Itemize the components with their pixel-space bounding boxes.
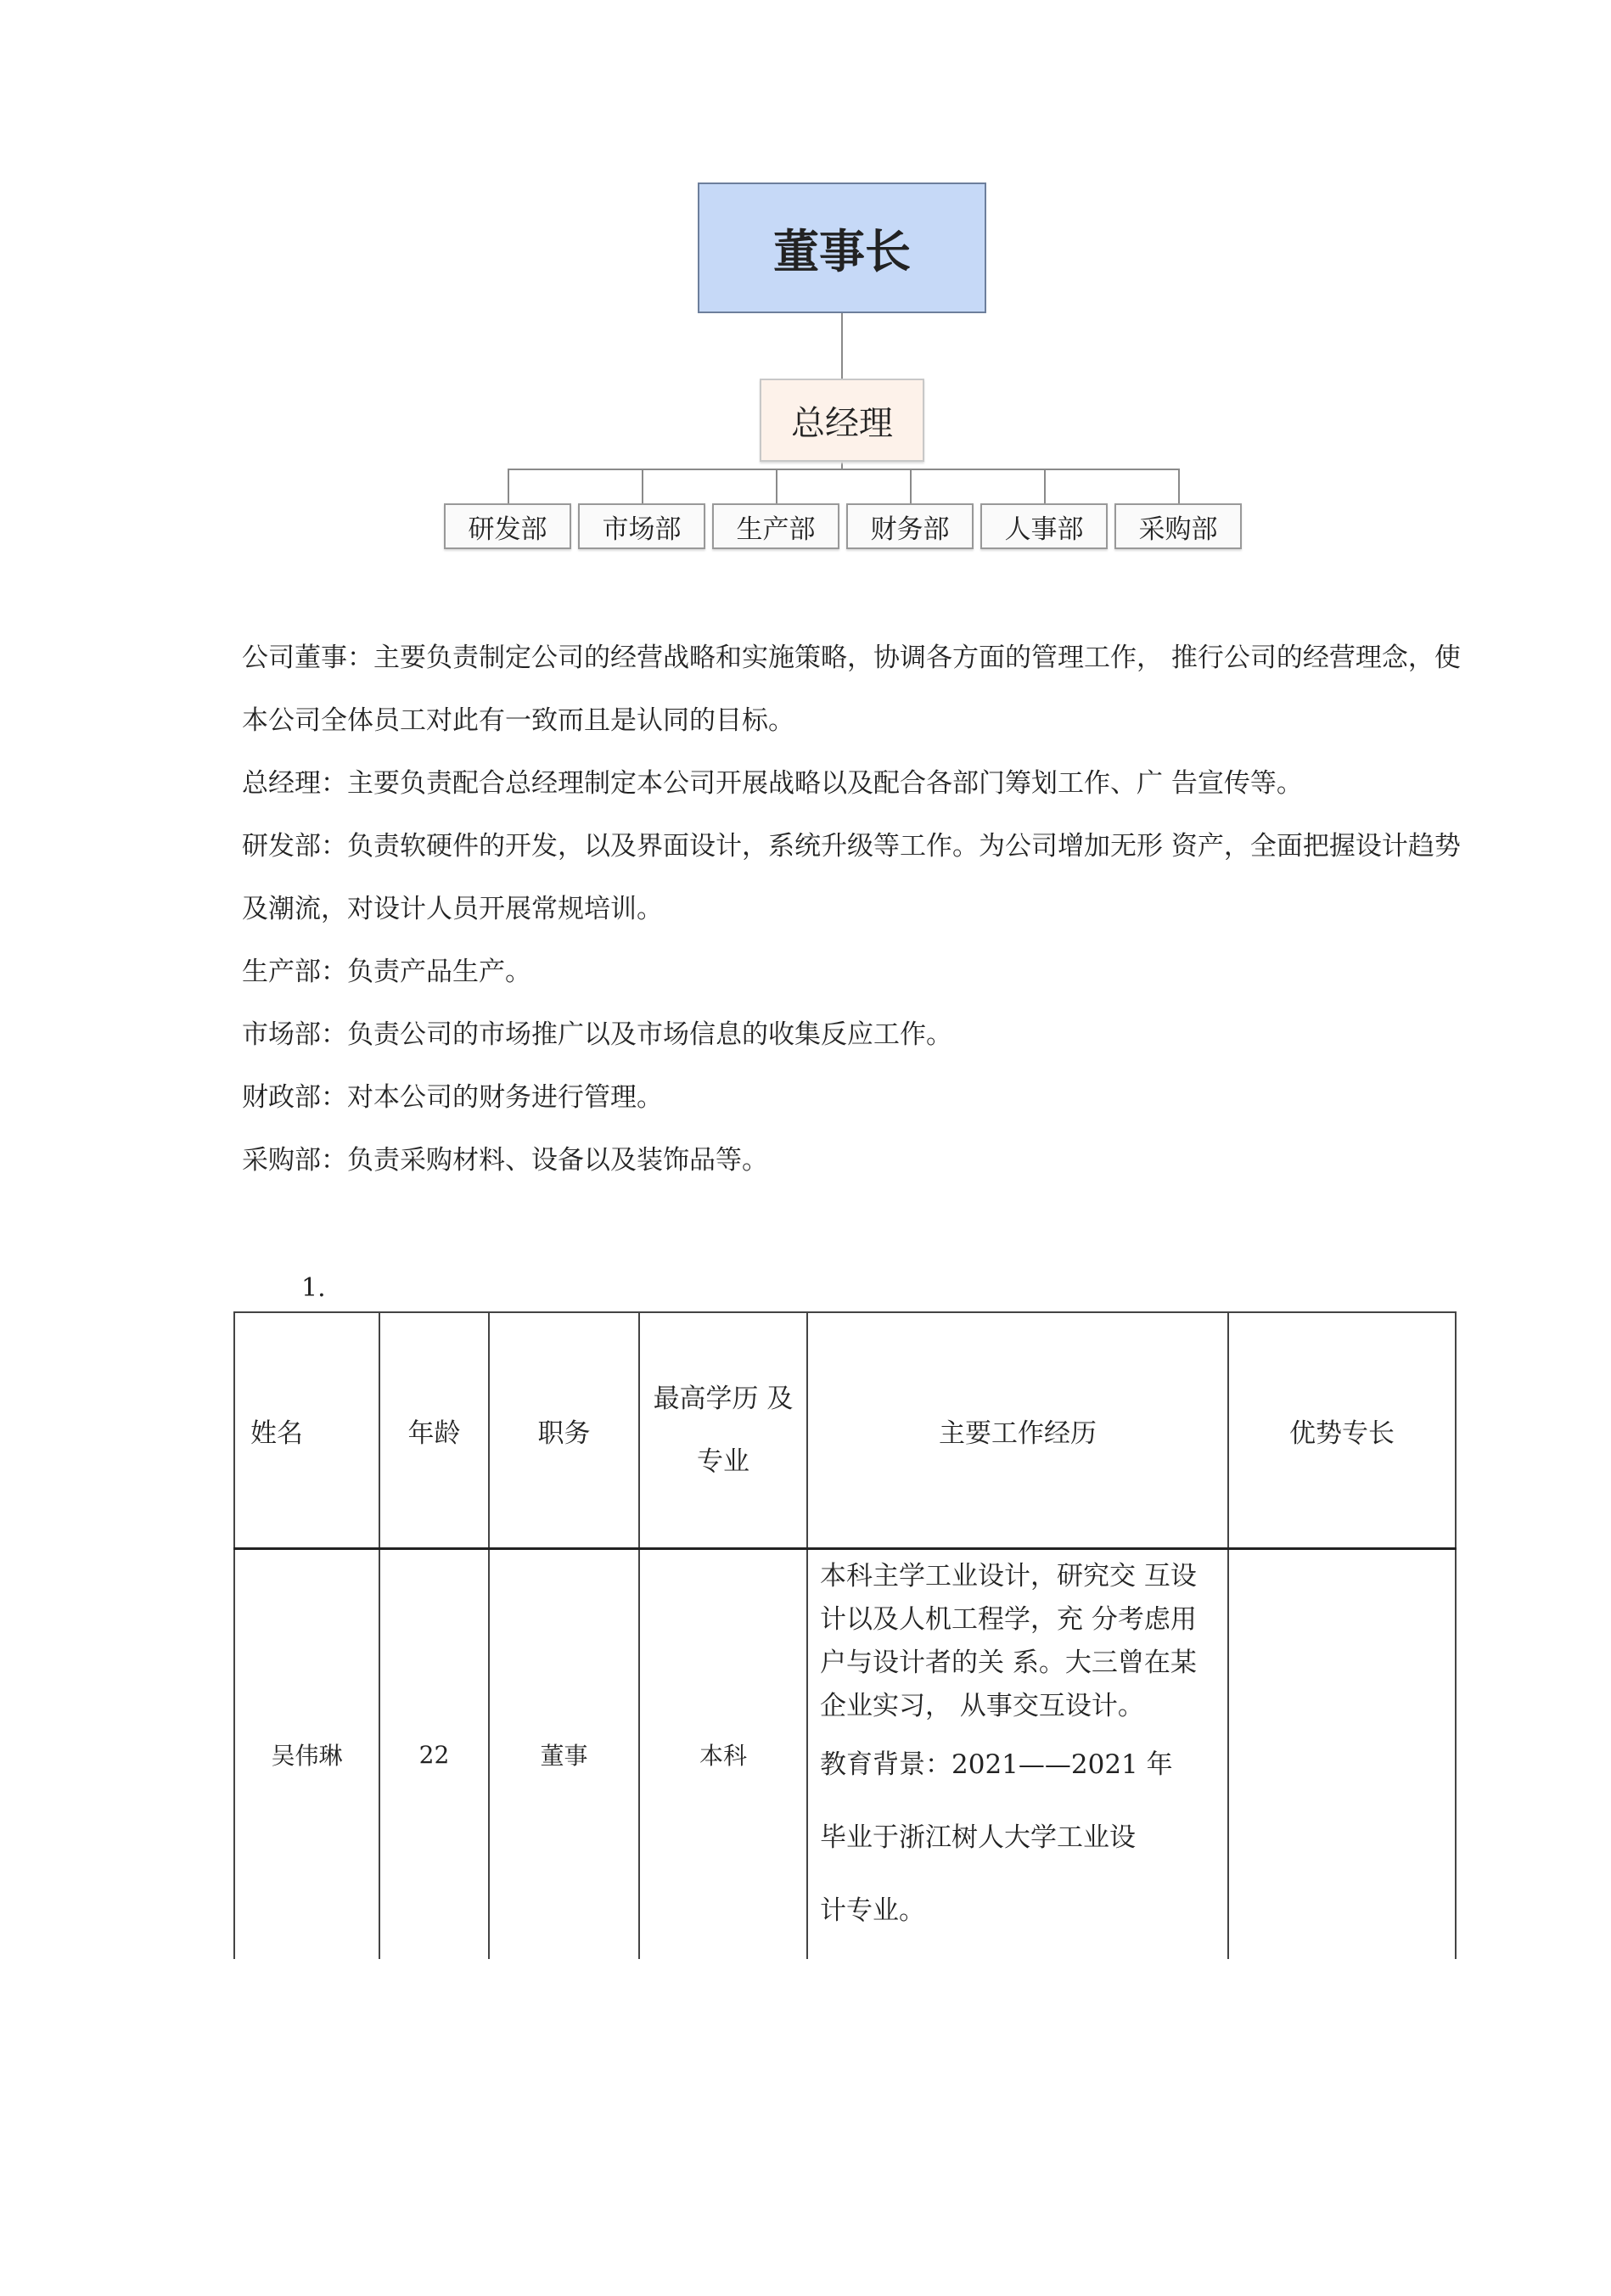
role-descriptions	[242, 626, 1464, 1192]
list-number: 1.	[301, 1273, 326, 1303]
header-position: 职务	[489, 1312, 639, 1549]
desc-marketing: 市场部：负责公司的市场推广以及市场信息的收集反应工作。	[242, 1019, 952, 1050]
desc-board: 公司董事：主要负责制定公司的经营战略和实施策略，协调各方面的管理工作， 推行公司的经营理念，使本公司全体员工对此有一致而且是认同的目标。	[242, 643, 1461, 736]
header-strengths: 优势专长	[1228, 1312, 1456, 1549]
org-chart	[0, 0, 1611, 577]
connector-dept-4	[910, 469, 912, 503]
org-dept-finance: 财务部	[846, 503, 974, 549]
org-dept-rnd: 研发部	[444, 503, 571, 549]
org-dept-hr: 人事部	[980, 503, 1108, 549]
connector-dept-6	[1178, 469, 1180, 503]
header-education-line2: 专业	[697, 1446, 749, 1477]
cell-strengths	[1228, 1549, 1456, 1960]
team-table	[233, 1311, 1457, 1959]
experience-paragraph: 本科主学工业设计，研究交 互设计以及人机工程学，充 分考虑用户与设计者的关 系。大三曾在某企业实习， 从事交互设计。	[820, 1561, 1197, 1721]
connector-dept-5	[1044, 469, 1046, 503]
org-general-manager-box: 总经理	[760, 379, 924, 462]
connector-chairman-gm	[841, 313, 843, 379]
org-chairman-box: 董事长	[698, 182, 986, 313]
header-age: 年龄	[379, 1312, 489, 1549]
desc-rnd: 研发部：负责软硬件的开发，以及界面设计，系统升级等工作。为公司增加无形 资产，全面把握设计趋势及潮流，对设计人员开展常规培训。	[242, 831, 1461, 924]
org-dept-purchasing: 采购部	[1114, 503, 1242, 549]
org-dept-production: 生产部	[712, 503, 839, 549]
desc-finance: 财政部：对本公司的财务进行管理。	[242, 1082, 663, 1113]
cell-experience	[807, 1549, 1228, 1960]
cell-education: 本科	[639, 1549, 807, 1960]
connector-bus	[508, 469, 1180, 470]
header-education	[639, 1312, 807, 1549]
connector-dept-1	[508, 469, 509, 503]
cell-position: 董事	[489, 1549, 639, 1960]
connector-dept-3	[776, 469, 777, 503]
desc-production: 生产部：负责产品生产。	[242, 957, 531, 987]
header-name: 姓名	[234, 1312, 379, 1549]
desc-general-manager: 总经理：主要负责配合总经理制定本公司开展战略以及配合各部门筹划工作、广 告宣传等。	[242, 768, 1303, 799]
table-row	[234, 1549, 1456, 1960]
connector-dept-2	[642, 469, 643, 503]
cell-name: 吴伟琳	[234, 1549, 379, 1960]
education-background-3: 计专业。	[820, 1895, 925, 1926]
table-header-row	[234, 1312, 1456, 1549]
desc-purchasing: 采购部：负责采购材料、设备以及装饰品等。	[242, 1145, 768, 1176]
header-education-line1: 最高学历 及	[653, 1384, 794, 1414]
education-background-1: 教育背景：2021——2021 年	[820, 1749, 1173, 1780]
header-experience: 主要工作经历	[807, 1312, 1228, 1549]
education-background-2: 毕业于浙江树人大学工业设	[820, 1822, 1136, 1853]
cell-age: 22	[379, 1549, 489, 1960]
org-dept-marketing: 市场部	[578, 503, 705, 549]
